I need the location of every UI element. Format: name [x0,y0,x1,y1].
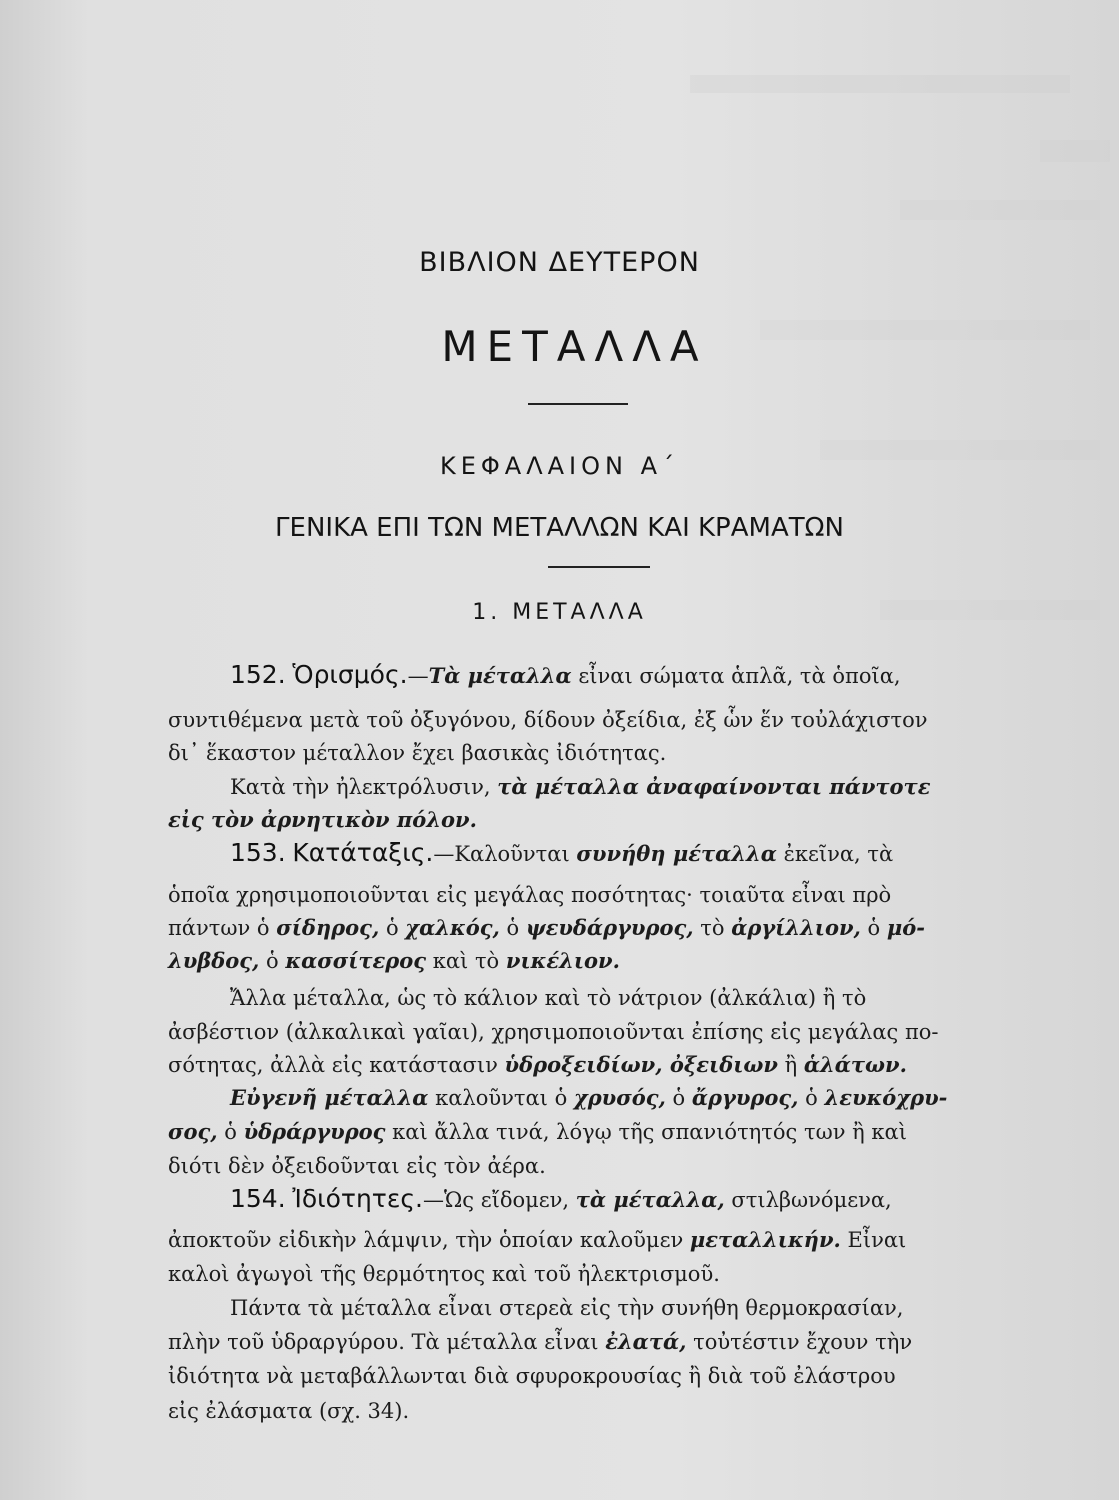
para-152-line-2: συντιθέμενα μετὰ τοῦ ὀξυγόνου, δίδουν ὀξείδια, ἐξ ὧν ἕν τοὐλάχιστον [168,708,928,732]
para-153-line-9 [168,1117,1038,1147]
text: ὁ [860,916,887,940]
keyword: ἁλάτων. [803,1052,907,1077]
para-152-line-5 [168,805,1038,835]
keyword: συνήθη μέταλλα [576,841,777,866]
text: στιλβωνόμενα, [724,1188,892,1212]
para-152-number: 152. [230,660,286,689]
keyword: λευκόχρυ- [824,1085,948,1110]
keyword: τὰ μέταλλα ἀναφαίνονται πάντοτε [497,774,931,799]
text: ἐκεῖνα, τὰ [776,842,894,866]
para-153-heading: Κατάταξις. [292,838,434,867]
keyword: ὑδροξειδίων, ὀξειδιων [504,1052,778,1077]
para-153-line-4 [168,946,1038,976]
text: —Καλοῦνται [433,842,577,866]
text: τοὐτέστιν ἔχουν τὴν [686,1330,913,1354]
keyword: ἀργίλλιον, [731,915,861,940]
text: σότητας, ἀλλὰ εἰς κατάστασιν [168,1053,505,1077]
para-152-line-1 [230,660,1038,691]
text: ἢ [777,1053,804,1077]
main-title: ΜΕΤΑΛΛΑ [441,322,708,371]
para-154-line-2 [168,1225,1038,1255]
para-154-line-1 [230,1184,1038,1215]
para-152-heading: Ὁρισμός. [292,660,408,689]
para-154-line-6: ἰδιότητα νὰ μεταβάλλωνται διὰ σφυροκρουσίας ἢ διὰ τοῦ ἐλάστρου [168,1364,896,1388]
para-153-line-7 [168,1050,1038,1080]
keyword: σος, [168,1119,218,1144]
text: τὸ [693,916,732,940]
chapter-divider [548,566,650,568]
para-153-line-3 [168,913,1038,943]
keyword: λυβδος, [168,948,260,973]
text: —Ὡς εἴδομεν, [423,1188,576,1212]
text: καὶ ἄλλα τινά, λόγῳ τῆς σπανιότητός των ἢ καὶ [385,1120,907,1144]
text: ὁ [259,949,286,973]
section-title: 1. ΜΕΤΑΛΛΑ [472,600,647,625]
keyword: μό- [886,915,925,940]
text: Εἶναι [840,1228,907,1252]
keyword: Εὐγενῆ μέταλλα [230,1085,429,1110]
para-153-line-6: ἀσβέστιον (ἀλκαλικαὶ γαῖαι), χρησιμοποιοῦνται ἐπίσης εἰς μεγάλας πο- [168,1020,939,1044]
para-154-heading: Ἰδιότητες. [292,1184,423,1213]
para-152-line-4 [230,772,1038,802]
text: Κατὰ τὴν ἠλεκτρόλυσιν, [230,775,498,799]
text: ὁ [379,916,406,940]
keyword: νικέλιον. [505,948,620,973]
title-divider [528,403,628,405]
keyword: χαλκός, [405,915,500,940]
keyword: ψευδάργυρος, [525,915,694,940]
keyword: χρυσός, [573,1085,666,1110]
dash: — [407,664,429,688]
text: ὁ [665,1086,692,1110]
text: εἶναι σώματα ἁπλᾶ, τὰ ὁποῖα, [571,664,901,688]
text: πλὴν τοῦ ὑδραργύρου. Τὰ μέταλλα εἶναι [168,1330,606,1354]
para-153-number: 153. [230,838,286,867]
para-153-line-10: διότι δὲν ὀξειδοῦνται εἰς τὸν ἀέρα. [168,1154,546,1178]
chapter-heading: ΚΕΦΑΛΑΙΟΝ Α΄ [439,452,679,480]
keyword: σίδηρος, [276,915,380,940]
chapter-title: ΓΕΝΙΚΑ ΕΠΙ ΤΩΝ ΜΕΤΑΛΛΩΝ ΚΑΙ ΚΡΑΜΑΤΩΝ [275,513,844,543]
keyword: Τὰ μέταλλα [428,663,572,688]
text: καὶ τὸ [426,949,506,973]
text: ὁ [217,1120,244,1144]
text: ὁ [798,1086,825,1110]
para-153-line-5: Ἄλλα μέταλλα, ὡς τὸ κάλιον καὶ τὸ νάτριον (ἀλκάλια) ἢ τὸ [230,986,867,1010]
para-154-number: 154. [230,1184,286,1213]
keyword: ἐλατά, [605,1329,687,1354]
keyword: τὰ μέταλλα, [575,1187,725,1212]
keyword: ὑδράργυρος [243,1119,386,1144]
text: ὁ [499,916,526,940]
para-153-line-2: ὁποῖα χρησιμοποιοῦνται εἰς μεγάλας ποσότητας· τοιαῦτα εἶναι πρὸ [168,883,892,907]
para-154-line-4: Πάντα τὰ μέταλλα εἶναι στερεὰ εἰς τὴν συνήθη θερμοκρασίαν, [230,1296,904,1320]
para-154-line-7: εἰς ἐλάσματα (σχ. 34). [168,1399,410,1423]
text: καλοῦνται ὁ [428,1086,574,1110]
para-153-line-1 [230,838,1038,869]
text: ἀποκτοῦν εἰδικὴν λάμψιν, τὴν ὁποίαν καλοῦμεν [168,1228,690,1252]
para-154-line-5 [168,1327,1038,1357]
book-title: ΒΙΒΛΙΟΝ ΔΕΥΤΕΡΟΝ [419,247,700,278]
keyword: μεταλλικήν. [689,1227,841,1252]
keyword: κασσίτερος [285,948,427,973]
keyword: εἰς τὸν ἀρνητικὸν πόλον. [168,807,477,832]
text: πάντων ὁ [168,916,277,940]
para-154-line-3: καλοὶ ἀγωγοὶ τῆς θερμότητος καὶ τοῦ ἠλεκτρισμοῦ. [168,1262,720,1286]
keyword: ἄργυρος, [691,1085,799,1110]
para-153-line-8 [230,1083,1038,1113]
para-152-line-3: δι᾿ ἕκαστον μέταλλον ἔχει βασικὰς ἰδιότητας. [168,741,667,765]
